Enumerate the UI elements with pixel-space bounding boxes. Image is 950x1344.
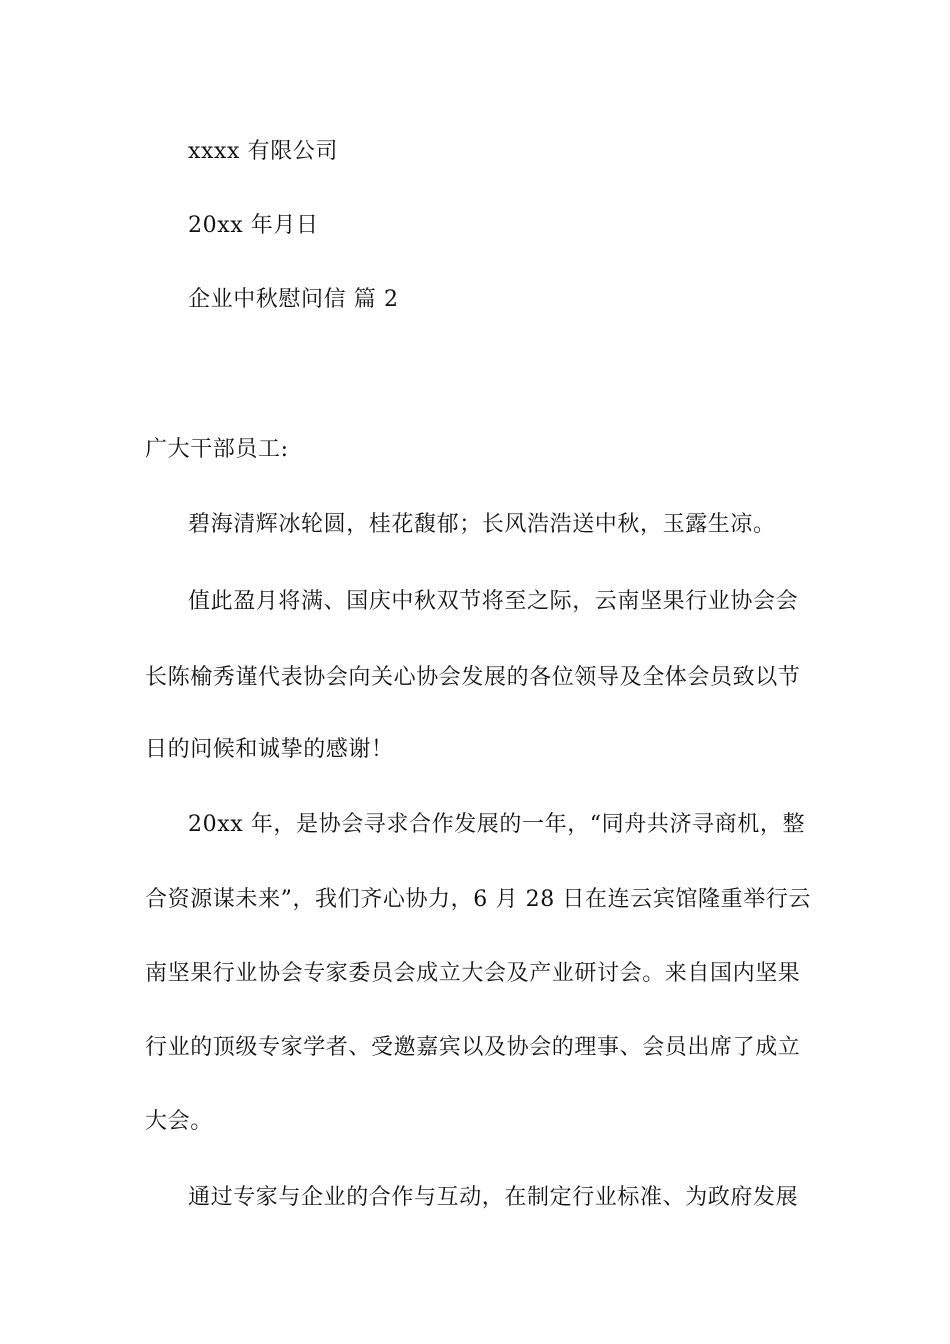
- paragraph-line: 通过专家与企业的合作与互动，在制定行业标准、为政府发展: [188, 1185, 799, 1210]
- paragraph-line: 日的问候和诚挚的感谢！: [145, 737, 394, 762]
- letter-salutation: 广大干部员工:: [145, 437, 289, 462]
- paragraph-line: 值此盈月将满、国庆中秋双节将至之际，云南坚果行业协会会: [188, 589, 799, 614]
- paragraph-line: 碧海清辉冰轮圆，桂花馥郁；长风浩浩送中秋，玉露生凉。: [188, 512, 776, 537]
- closing-date: 20xx 年月日: [188, 213, 319, 238]
- paragraph-line: 合资源谋未来”，我们齐心协力，6 月 28 日在连云宾馆隆重举行云: [145, 887, 812, 912]
- paragraph-line: 南坚果行业协会专家委员会成立大会及产业研讨会。来自国内坚果: [145, 961, 801, 986]
- closing-company: xxxx 有限公司: [188, 139, 339, 164]
- paragraph-line: 长陈榆秀谨代表协会向关心协会发展的各位领导及全体会员致以节: [145, 665, 801, 690]
- letter-title: 企业中秋慰问信 篇 2: [188, 287, 399, 312]
- paragraph-line: 行业的顶级专家学者、受邀嘉宾以及协会的理事、会员出席了成立: [145, 1035, 801, 1060]
- paragraph-line: 大会。: [145, 1109, 213, 1134]
- paragraph-line: 20xx 年，是协会寻求合作发展的一年，“同舟共济寻商机，整: [188, 812, 806, 837]
